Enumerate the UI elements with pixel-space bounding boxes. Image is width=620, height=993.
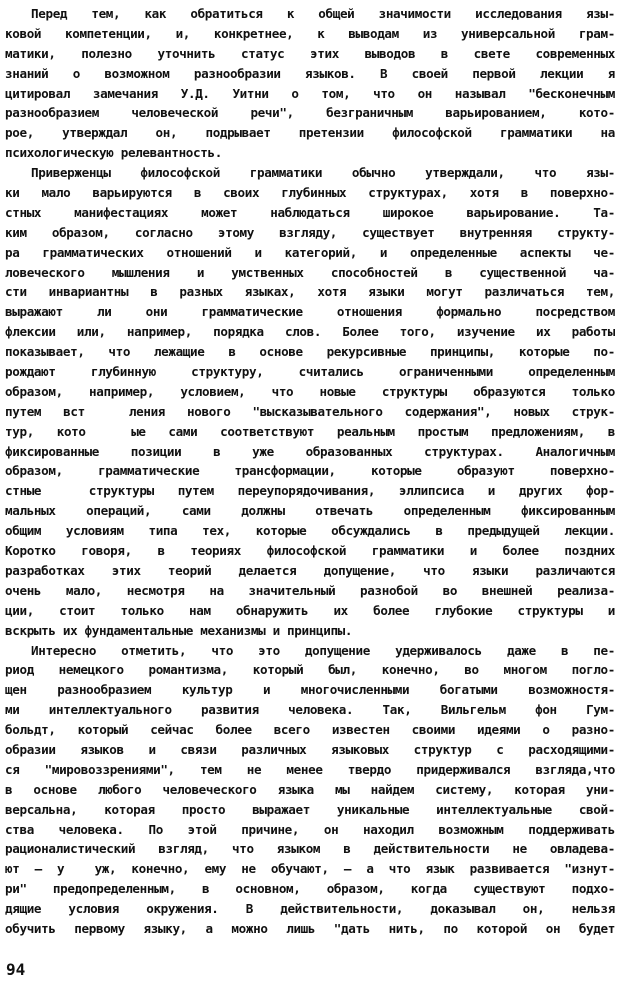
text-line: фиксированные позиции в уже образованных структурах. Аналогичным (5, 443, 615, 459)
text-line: разработках этих теорий делается допущение, что языки различаются (5, 562, 615, 578)
text-line: образом, например, условием, что новые структуры образуются только (5, 383, 615, 399)
text-line: щен разнообразием культур и многочисленными богатыми возможностя- (5, 682, 615, 698)
text-line: общим условиям типа тех, которые обсуждались в предыдущей лекции. (5, 523, 615, 539)
text-line: ют — у уж, конечно, ему не обучают, — а что язык развивается "изнут- (5, 861, 615, 877)
text-line: ким образом, согласно этому взгляду, существует внутренняя структу- (5, 224, 615, 240)
text-line: очень мало, несмотря на значительный разнобой во внешней реализа- (5, 582, 615, 598)
text-line: в основе любого человеческого языка мы найдем систему, которая уни- (5, 781, 615, 797)
text-line: рое, утверждал он, подрывает претензии философской грамматики на (5, 125, 615, 141)
text-line: знаний о возможном разнообразии языков. В своей первой лекции я (5, 65, 615, 81)
text-line: ции, стоит только нам обнаружить их более глубокие структуры и (5, 602, 615, 618)
text-line: сти инвариантны в разных языках, хотя языки могут различаться тем, (5, 284, 615, 300)
text-line: Интересно отметить, что это допущение удерживалось даже в пе- (31, 642, 615, 658)
text-line: стные структуры путем переупорядочивания, эллипсиса и других фор- (5, 483, 615, 499)
text-line: путем вст ления нового "высказывательного содержания", новых струк- (5, 403, 615, 419)
text-line: ся "мировоззрениями", тем не менее твердо придерживался взгляда,что (5, 761, 615, 777)
text-line: тур, кото ые сами соответствуют реальным простым предложениям, в (5, 423, 615, 439)
text-line: мальных операций, сами должны отвечать определенным фиксированным (5, 503, 615, 519)
text-line: риод немецкого романтизма, который был, конечно, во многом погло- (5, 662, 615, 678)
text-line: рационалистический взгляд, что языком в действительности не овладева- (5, 841, 615, 857)
text-line: ства человека. По этой причине, он находил возможным поддерживать (5, 821, 615, 837)
text-line: образии языков и связи различных языковых структур с расходящими- (5, 741, 615, 757)
text-line: ловеческого мышления и умственных способностей в существенной ча- (5, 264, 615, 280)
text-line: Коротко говоря, в теориях философской грамматики и более поздних (5, 543, 615, 559)
text-line: вскрыть их фундаментальные механизмы и принципы. (5, 622, 353, 638)
text-line: Приверженцы философской грамматики обычно утверждали, что язы- (31, 165, 615, 181)
text-line: психологическую релевантность. (5, 145, 222, 161)
text-line: Перед тем, как обратиться к общей значимости исследования язы- (31, 6, 615, 21)
text-line: разнообразием человеческой речи", безграничным варьированием, кото- (5, 105, 615, 121)
text-line: обучить первому языку, а можно лишь "дать нить, по которой он будет (5, 920, 615, 936)
text-line: образом, грамматические трансформации, которые образуют поверхно- (5, 463, 615, 479)
text-line: дящие условия окружения. В действительности, доказывал он, нельзя (5, 901, 615, 917)
text-line: ри" предопределенным, в основном, образом, когда существуют подхо- (5, 881, 615, 897)
body-text (5, 4, 615, 939)
text-line: цитировал замечания У.Д. Уитни о том, что он называл "бесконечным (5, 85, 615, 101)
text-line: выражают ли они грамматические отношения формально посредством (5, 304, 615, 320)
text-line: ковой компетенции, и, конкретнее, к выводам из универсальной грам- (5, 25, 615, 41)
text-line: больдт, который сейчас более всего известен своими идеями о разно- (5, 722, 615, 738)
text-line: ми интеллектуального развития человека. Так, Вильгельм фон Гум- (5, 702, 615, 718)
text-line: ки мало варьируются в своих глубинных структурах, хотя в поверхно- (5, 185, 615, 201)
text-line: ра грамматических отношений и категорий, и определенные аспекты че- (5, 244, 615, 260)
page-number: 94 (6, 960, 26, 979)
text-line: стных манифестациях может наблюдаться широкое варьирование. Та- (5, 204, 615, 220)
text-line: матики, полезно уточнить статус этих выводов в свете современных (5, 45, 615, 61)
text-line: рождают глубинную структуру, считались ограниченными определенным (5, 364, 615, 380)
text-line: флексии или, например, порядка слов. Более того, изучение их работы (5, 324, 615, 340)
text-line: показывает, что лежащие в основе рекурсивные принципы, которые по- (5, 344, 615, 360)
text-line: версальна, которая просто выражает уникальные интеллектуальные свой- (5, 801, 615, 817)
